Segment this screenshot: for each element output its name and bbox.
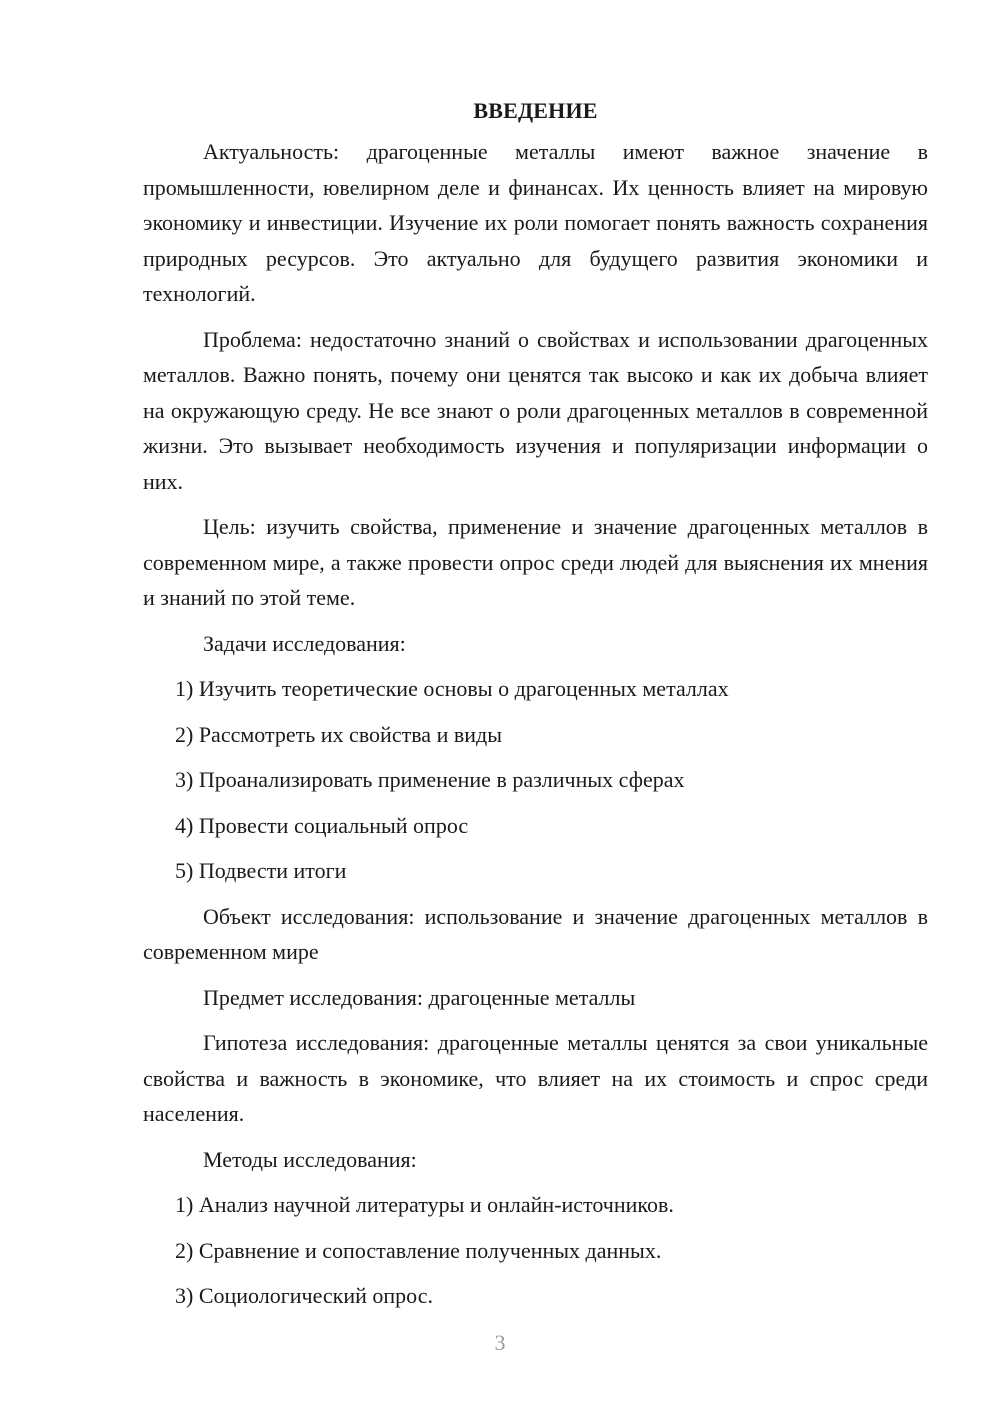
tasks-heading: Задачи исследования: [203, 630, 406, 656]
list-item: 4) Провести социальный опрос [175, 812, 469, 838]
list-item: 3) Проанализировать применение в различных сферах [175, 767, 685, 792]
list-item: 2) Рассмотреть их свойства и виды [175, 721, 502, 747]
methods-list [143, 1187, 928, 1314]
problem-paragraph: Проблема: недостаточно знаний о свойствах и использовании драгоценных металлов. Важно понять, почему они ценятся так высоко и как их добыча влияет на окружающую среду. Не все знают о роли драгоценных металлов в современной жизни. Это вызывает необходимость изучения и популяризации информации о них. [143, 326, 928, 494]
list-item: 3) Социологический опрос. [175, 1283, 433, 1308]
subject-paragraph: Предмет исследования: драгоценные металлы [203, 984, 636, 1010]
list-item: 1) Изучить теоретические основы о драгоценных металлах [175, 676, 729, 701]
list-item: 1) Анализ научной литературы и онлайн-источников. [175, 1192, 674, 1217]
relevance-paragraph: Актуальность: драгоценные металлы имеют важное значение в промышленности, ювелирном деле и финансах. Их ценность влияет на мировую экономику и инвестиции. Изучение их роли помогает понять важность сохранения природных ресурсов. Это актуально для будущего развития экономики и технологий. [143, 139, 928, 306]
page-number: 3 [494, 1330, 506, 1355]
goal-paragraph: Цель: изучить свойства, применение и значение драгоценных металлов в современном мире, а также провести опрос среди людей для выяснения их мнения и знаний по этой теме. [143, 514, 928, 610]
document-page [143, 93, 928, 1324]
hypothesis-paragraph: Гипотеза исследования: драгоценные металлы ценятся за свои уникальные свойства и важность в экономике, что влияет на их стоимость и спрос среди населения. [143, 1030, 928, 1126]
list-item: 2) Сравнение и сопоставление полученных данных. [175, 1237, 662, 1263]
tasks-list [143, 671, 928, 889]
methods-heading: Методы исследования: [203, 1146, 417, 1172]
page-title: ВВЕДЕНИЕ [473, 98, 598, 123]
object-paragraph: Объект исследования: использование и значение драгоценных металлов в современном мире [143, 903, 928, 964]
list-item: 5) Подвести итоги [175, 858, 347, 883]
